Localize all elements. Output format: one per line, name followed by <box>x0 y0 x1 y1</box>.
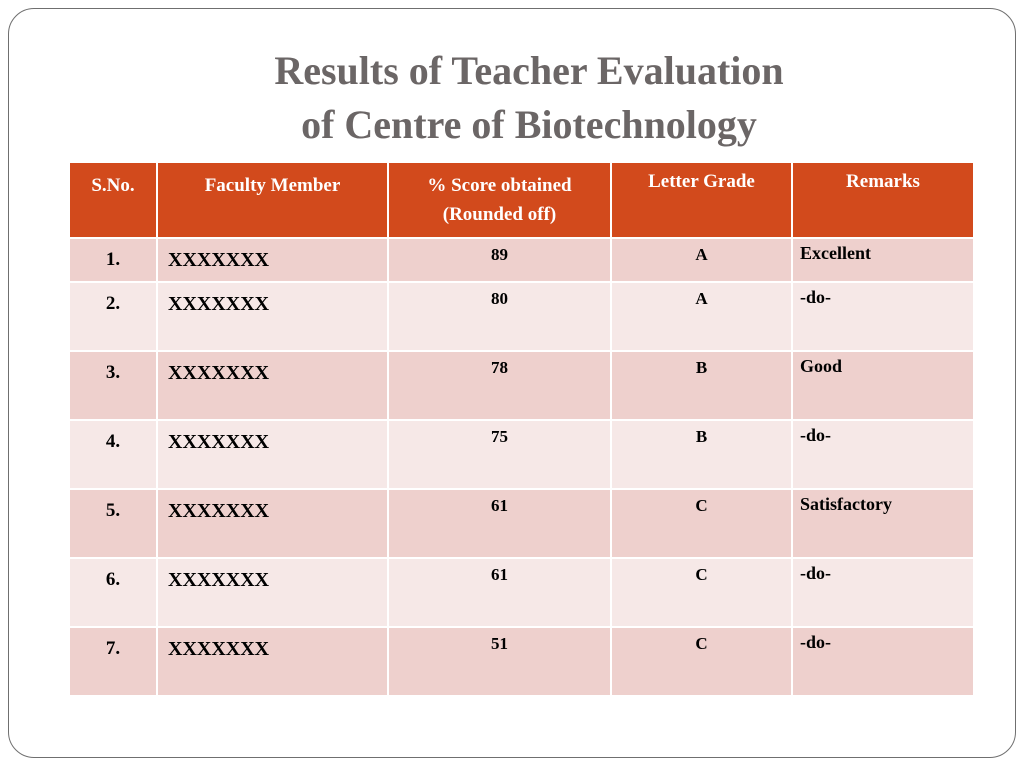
cell-score: 61 <box>388 489 611 558</box>
cell-sno: 2. <box>69 282 157 351</box>
table-row <box>69 558 974 627</box>
cell-faculty-member: XXXXXXX <box>157 627 388 696</box>
cell-sno: 1. <box>69 238 157 282</box>
title-line-1: Results of Teacher Evaluation <box>274 48 784 93</box>
cell-remarks: -do- <box>792 420 974 489</box>
cell-remarks: -do- <box>792 627 974 696</box>
table-row <box>69 282 974 351</box>
header-remarks: Remarks <box>792 162 974 238</box>
cell-sno: 7. <box>69 627 157 696</box>
cell-letter-grade: C <box>611 489 792 558</box>
cell-letter-grade: B <box>611 420 792 489</box>
cell-faculty-member: XXXXXXX <box>157 489 388 558</box>
header-faculty-member: Faculty Member <box>157 162 388 238</box>
cell-score: 61 <box>388 558 611 627</box>
table-row <box>69 627 974 696</box>
cell-faculty-member: XXXXXXX <box>157 420 388 489</box>
cell-letter-grade: A <box>611 238 792 282</box>
title-line-2: of Centre of Biotechnology <box>301 102 757 147</box>
cell-faculty-member: XXXXXXX <box>157 238 388 282</box>
table-row <box>69 489 974 558</box>
cell-score: 75 <box>388 420 611 489</box>
cell-score: 80 <box>388 282 611 351</box>
cell-sno: 3. <box>69 351 157 420</box>
cell-score: 78 <box>388 351 611 420</box>
cell-remarks: -do- <box>792 558 974 627</box>
table-header-row <box>69 162 974 238</box>
cell-remarks: -do- <box>792 282 974 351</box>
cell-letter-grade: A <box>611 282 792 351</box>
cell-faculty-member: XXXXXXX <box>157 558 388 627</box>
cell-score: 89 <box>388 238 611 282</box>
cell-sno: 5. <box>69 489 157 558</box>
evaluation-table <box>68 161 975 697</box>
table-row <box>69 420 974 489</box>
header-score <box>388 162 611 238</box>
cell-remarks: Excellent <box>792 238 974 282</box>
page-title <box>0 44 1024 152</box>
header-score-line-1: % Score obtained <box>427 175 572 196</box>
cell-faculty-member: XXXXXXX <box>157 282 388 351</box>
header-score-line-2: (Rounded off) <box>442 204 557 225</box>
cell-score: 51 <box>388 627 611 696</box>
cell-remarks: Satisfactory <box>792 489 974 558</box>
header-sno: S.No. <box>69 162 157 238</box>
cell-letter-grade: C <box>611 558 792 627</box>
cell-remarks: Good <box>792 351 974 420</box>
table-row <box>69 351 974 420</box>
header-letter-grade: Letter Grade <box>611 162 792 238</box>
cell-sno: 4. <box>69 420 157 489</box>
cell-sno: 6. <box>69 558 157 627</box>
table-row <box>69 238 974 282</box>
cell-letter-grade: B <box>611 351 792 420</box>
cell-faculty-member: XXXXXXX <box>157 351 388 420</box>
cell-letter-grade: C <box>611 627 792 696</box>
